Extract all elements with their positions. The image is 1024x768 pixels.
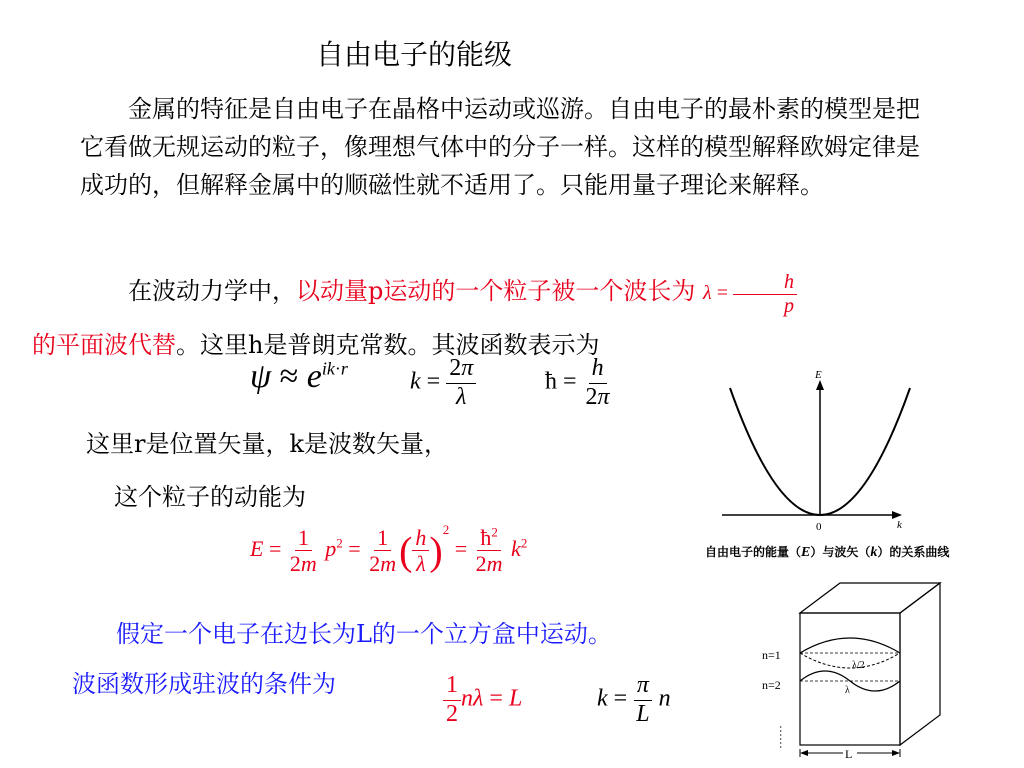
formula-lambda: λ = $\frac{h}{p}$ [703, 282, 797, 304]
wave-red-text-2: 的平面波代替 [32, 331, 176, 359]
paragraph-vectors: 这里r是位置矢量，k是波数矢量， [86, 430, 449, 458]
half-lambda-label: λ/2 [852, 660, 865, 671]
n2-label: n=2 [762, 678, 781, 692]
page-title: 自由电子的能级 [316, 38, 513, 71]
formula-hbar: ħ = $\frac{h}{2\pi}$ [545, 355, 610, 410]
formula-standing-wave: $\frac{1}{2}$ nλ = L [443, 672, 522, 728]
n1-label: n=1 [762, 648, 781, 662]
n1-wave-lower [800, 653, 900, 668]
formula-k: k = $\frac{2\pi}{\lambda}$ [410, 355, 476, 411]
caption-e: E [801, 545, 811, 560]
e-axis-label: E [815, 369, 822, 381]
wave-tail-text: 。这里h是普朗克常数。其波函数表示为 [176, 331, 600, 359]
formula-psi: $\psi \approx e^{ik\cdot r}$ [250, 358, 348, 395]
l-arrow-left [800, 750, 808, 756]
origin-label: 0 [816, 521, 822, 533]
e-axis-arrow [816, 380, 824, 390]
more-levels-dots: …… [777, 725, 791, 749]
cube-top [800, 583, 940, 613]
k-axis-label: k [897, 519, 902, 531]
energy-figure-caption [705, 543, 949, 561]
wave-intro-text: 在波动力学中， [128, 277, 296, 305]
paragraph-intro: 金属的特征是自由电子在晶格中运动或巡游。自由电子的最朴素的模型是把它看做无规运动的粒子，像理想气体中的分子一样。这样的模型解释欧姆定律是成功的，但解释金属中的顺磁性就不适用了。只能用量子理论来解释。 [80, 95, 920, 199]
formula-energy: E = $\frac{1}{2m}$ $p^2$ = $\frac{1}{2m}$ ( $\frac{h}{\lambda}$ )$^2$ = $\frac{ħ^2}{2m}$ $k^2$ [250, 522, 528, 577]
lambda-label: λ [845, 685, 850, 696]
l-label: L [845, 747, 853, 761]
caption-k: k [870, 545, 878, 560]
wave-red-text-1: 以动量p运动的一个粒子被一个波长为 [296, 277, 696, 305]
cube-standing-wave-figure [750, 575, 950, 765]
paragraph-kinetic: 这个粒子的动能为 [114, 483, 306, 511]
paragraph-box: 假定一个电子在边长为L的一个立方盒中运动。 [116, 620, 612, 648]
paragraph-wave [32, 265, 880, 371]
k-axis-arrow [892, 511, 902, 519]
caption-part-a: 自由电子的能量（ [705, 545, 802, 559]
cube-side [900, 583, 940, 745]
paragraph-standing-wave: 波函数形成驻波的条件为 [72, 670, 336, 698]
cube-front [800, 613, 900, 745]
n1-wave-upper [800, 638, 900, 653]
formula-k-quantized: k = $\frac{\pi}{L}$ n [597, 672, 671, 727]
l-arrow-right [892, 750, 900, 756]
energy-dispersion-figure [700, 360, 1020, 570]
caption-part-b: ）与波矢（ [810, 545, 871, 559]
caption-part-c: ）的关系曲线 [877, 545, 950, 559]
